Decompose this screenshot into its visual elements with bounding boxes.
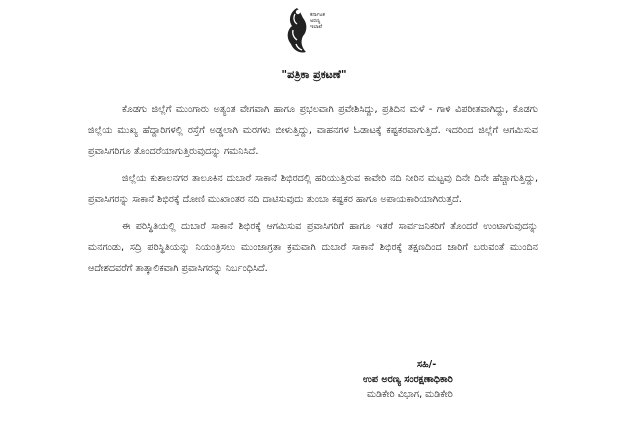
paragraph: ಜಿಲ್ಲೆಯ ಕುಶಾಲನಗರ ತಾಲೂಕಿನ ದುಬಾರೆ ಸಾಕಾನೆ ಶಿಭಿರದಲ್ಲಿ ಹರಿಯುತ್ತಿರುವ ಕಾವೇರಿ ನದಿ ನೀರಿನ ಮಟ್ಟವು ದಿನೇ ದಿನೇ ಹೆಚ್ಚಾಗುತ್ತಿದ್ದು, ಪ್ರವಾಸಿಗರನ್ನು ಸಾಕಾನೆ ಶಿಭಿರಕ್ಕೆ ದೋಣಿ ಮುಖಾಂತರ ನದಿ ದಾಟಿಸುವುದು ತುಂಬಾ ಕಷ್ಟಕರ ಹಾಗೂ ಅಪಾಯಕಾರಿಯಾಗಿರುತ್ತದೆ. xyxy=(88,173,538,205)
paragraph: ಈ ಪರಿಸ್ಥಿತಿಯಲ್ಲಿ ದುಬಾರೆ ಸಾಕಾನೆ ಶಿಭಿರಕ್ಕೆ ಆಗಮಿಸುವ ಪ್ರವಾಸಿಗರಿಗೆ ಹಾಗೂ ಇತರೆ ಸಾರ್ವಜನಿಕರಿಗೆ ತೊಂದರೆ ಉಂಟಾಗುವುದನ್ನು ಮನಗಂಡು, ಸದ್ರಿ ಪರಿಸ್ಥಿತಿಯನ್ನು ನಿಯಂತ್ರಿಸಲು ಮುಂಜಾಗ್ರತಾ ಕ್ರಮವಾಗಿ ದುಬಾರೆ ಸಾಕಾನೆ ಶಿಭಿರಕ್ಕೆ ತಕ್ಷಣದಿಂದ ಜಾರಿಗೆ ಬರುವಂತೆ ಮುಂದಿನ ಆದೇಶದವರೆಗೆ ತಾತ್ಕಾಲಿಕವಾಗಿ ಪ್ರವಾಸಿಗರನ್ನು ನಿರ್ಬಂಧಿಸಿದೆ. xyxy=(88,221,538,274)
logo-line: ಕರ್ನಾಟಕ xyxy=(310,12,325,18)
department-logo xyxy=(284,6,350,56)
signatory-designation: ಉಪ ಅರಣ್ಯ ಸಂರಕ್ಷಣಾಧಿಕಾರಿ xyxy=(363,374,453,385)
document-body xyxy=(88,99,538,285)
signature-mark: ಸಹಿ/- xyxy=(417,359,437,370)
press-release-title: "ಪತ್ರಿಕಾ ಪ್ರಕಟಣೆ" xyxy=(281,68,347,81)
signature-block xyxy=(363,357,563,402)
logo-line: ಅರಣ್ಯ xyxy=(310,18,321,24)
logo-line: ಇಲಾಖೆ xyxy=(310,24,323,30)
logo-caption xyxy=(310,12,350,30)
paragraph: ಕೊಡಗು ಜಿಲ್ಲೆಗೆ ಮುಂಗಾರು ಅತ್ಯಂತ ವೇಗವಾಗಿ ಹಾಗೂ ಪ್ರಭಲವಾಗಿ ಪ್ರವೇಶಿಸಿದ್ದು, ಪ್ರತಿದಿನ ಮಳೆ - ಗಾಳಿ ವಿಪರೀತವಾಗಿದ್ದು, ಕೊಡಗು ಜಿಲ್ಲೆಯ ಮುಖ್ಯ ಹೆದ್ದಾರಿಗಳಲ್ಲಿ ರಸ್ತೆಗೆ ಅಡ್ಡಲಾಗಿ ಮರಗಳು ಬೀಳುತ್ತಿದ್ದು, ವಾಹನಗಳ ಓಡಾಟಕ್ಕೆ ಕಷ್ಟಕರವಾಗುತ್ತಿದೆ. ಇದರಿಂದ ಜಿಲ್ಲೆಗೆ ಆಗಮಿಸುವ ಪ್ರವಾಸಿಗರಿಗೂ ತೊಂದರೆಯಾಗುತ್ತಿರುವುದನ್ನು ಗಮನಿಸಿದೆ. xyxy=(88,104,538,157)
signatory-office: ಮಡಿಕೇರಿ ವಿಭಾಗ, ಮಡಿಕೇರಿ xyxy=(367,389,453,400)
forest-department-emblem-icon xyxy=(284,6,310,56)
